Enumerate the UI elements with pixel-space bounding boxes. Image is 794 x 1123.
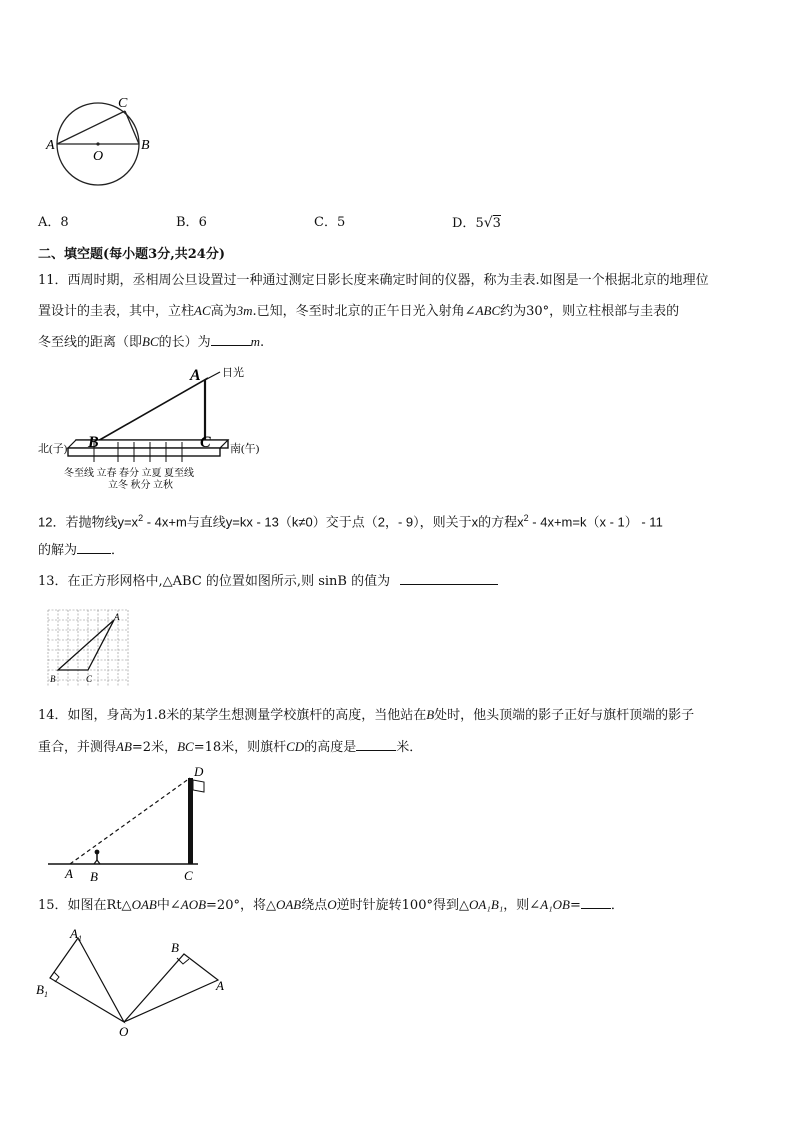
q15-oab2: OAB <box>275 897 302 912</box>
flag-label-b: B <box>90 869 98 884</box>
rot-label-b1 <box>36 982 48 999</box>
flagpole-figure <box>44 762 234 886</box>
q14-l1a: 14．如图，身高为1.8米的某学生想测量学校旗杆的高度，当他站在 <box>38 708 427 723</box>
rot-label-a1 <box>69 926 82 943</box>
chord-ac <box>57 111 125 144</box>
option-d-value: 5 <box>475 216 484 231</box>
q12-l1c: - 4x+m=k（x - 1） - 11 <box>528 514 663 530</box>
q15-g: 绕点 <box>301 898 328 913</box>
q11-l3e: . <box>260 335 265 350</box>
grid-label-a: A <box>114 612 120 622</box>
rot-label-o: O <box>119 1024 129 1039</box>
q15-n: ． <box>610 898 624 913</box>
q11-3m: 3m <box>236 303 253 318</box>
q15-oab: OAB <box>131 897 157 912</box>
q12-sup1: 2 <box>138 513 144 523</box>
label-b: B <box>141 138 150 153</box>
q11-ac: AC <box>194 303 211 318</box>
flag-label-a: A <box>65 866 73 881</box>
grid-label-b: B <box>50 674 56 684</box>
flag-label-c: C <box>184 868 193 883</box>
gnomon-label-b: B <box>88 434 99 451</box>
q15-a1ob: A₁OB <box>540 897 570 912</box>
q15-o: O <box>327 897 337 912</box>
circle-figure <box>40 92 170 192</box>
q12-l1a: 12．若抛物线y=x <box>38 514 139 530</box>
section-title: 二、填空题(每小题3分,共24分) <box>38 247 225 262</box>
q14-line1 <box>38 706 694 725</box>
flagpole <box>188 778 193 864</box>
q12-l2end: ． <box>111 543 125 558</box>
q12-sup2: 2 <box>523 513 529 523</box>
gnomon-label-a: A <box>190 367 201 384</box>
q13-answer-blank[interactable] <box>400 571 498 585</box>
q11-line2 <box>38 302 679 321</box>
triangle-oab <box>124 954 218 1022</box>
q13-text: 13．在正方形网格中,△ABC 的位置如图所示,则 sinB 的值为 <box>38 574 391 589</box>
triangle-abc <box>58 620 114 670</box>
q12-line2 <box>38 540 124 560</box>
q15-answer-blank[interactable] <box>581 895 611 909</box>
q14-l2e: =18米，则旗杆 <box>193 740 287 755</box>
q11-l2c: 高为 <box>210 304 237 319</box>
gnomon-marks-bottom: 立冬 秋分 立秋 <box>108 480 173 491</box>
gnomon-label-south: 南(午) <box>230 443 260 455</box>
option-b-value: 6 <box>198 215 207 230</box>
sight-line <box>70 778 190 864</box>
option-d-radicand: 3 <box>492 216 501 231</box>
q11-unit: m <box>250 334 261 349</box>
q14-bc: BC <box>177 739 194 754</box>
q13-line <box>38 571 498 591</box>
q14-l2c: =2米， <box>131 740 178 755</box>
grid-figure <box>44 606 134 692</box>
q11-line3 <box>38 332 264 352</box>
q11-l2e: .已知，冬至时北京的正午日光入射角∠ <box>252 304 476 319</box>
triangle-oa1b1 <box>50 938 124 1022</box>
q11-l3c: 的长）为 <box>158 335 211 350</box>
q15-aob: AOB <box>180 897 207 912</box>
q15-m: = <box>569 898 581 913</box>
label-c: C <box>118 96 128 111</box>
q12-l2: 的解为 <box>38 543 78 558</box>
q14-b: B <box>426 707 435 722</box>
rot-label-b1-main: B <box>36 982 44 997</box>
q15-a: 15．如图在Rt△ <box>38 898 132 913</box>
q11-l3a: 冬至线的距离（即 <box>38 335 143 350</box>
q14-ab: AB <box>116 739 132 754</box>
q11-answer-blank[interactable] <box>211 332 251 346</box>
rotation-figure <box>32 920 242 1044</box>
option-c-letter: C． <box>314 215 337 230</box>
chord-cb <box>125 111 139 144</box>
q12-line1 <box>38 509 663 531</box>
gnomon-figure <box>38 362 278 494</box>
rot-label-b1-sub: 1 <box>43 990 48 999</box>
person-head <box>95 850 100 855</box>
label-o: O <box>93 149 104 164</box>
option-c-value: 5 <box>336 215 346 230</box>
gnomon-label-north: 北(子) <box>38 443 68 455</box>
grid-label-c: C <box>86 674 93 684</box>
center-point <box>96 142 99 145</box>
q14-l2h: 米． <box>396 740 423 755</box>
q15-k: ，则∠ <box>503 898 541 913</box>
q14-l1c: 处时，他头顶端的影子正好与旗杆顶端的影子 <box>434 708 695 723</box>
q14-answer-blank[interactable] <box>356 737 396 751</box>
option-a-letter: A． <box>38 215 61 230</box>
q15-line <box>38 895 624 915</box>
label-a: A <box>46 138 55 153</box>
option-c <box>314 214 345 232</box>
q14-cd: CD <box>286 739 305 754</box>
flag-label-d: D <box>194 764 204 779</box>
q11-l2a: 置设计的圭表，其中，立柱 <box>38 304 195 319</box>
option-d <box>452 214 501 233</box>
option-b <box>176 214 207 232</box>
right-angle-b <box>177 958 189 964</box>
flag <box>193 780 204 792</box>
q14-line2 <box>38 737 422 757</box>
q12-answer-blank[interactable] <box>77 540 111 554</box>
q11-bc: BC <box>142 334 159 349</box>
q11-abc: ABC <box>475 303 501 318</box>
rot-label-b: B <box>171 940 179 955</box>
q14-l2g: 的高度是 <box>304 740 357 755</box>
option-b-letter: B． <box>176 215 199 230</box>
option-a <box>38 214 69 232</box>
q15-i: 逆时针旋转100°得到△ <box>336 898 469 913</box>
gnomon-label-sun: 日光 <box>222 367 244 379</box>
rot-label-a1-sub: 1 <box>77 934 82 943</box>
rot-label-a1-main: A <box>70 926 78 941</box>
gnomon-label-c: C <box>200 434 211 451</box>
q12-l1b: - 4x+m与直线y=kx - 13（k≠0）交于点（2，- 9），则关于x的方程x <box>143 514 524 530</box>
ray-extension <box>205 372 220 380</box>
q11-line1: 11．西周时期，丞相周公旦设置过一种通过测定日影长度来确定时间的仪器，称为圭表.如图是一个根据北京的地理位 <box>38 273 709 288</box>
q15-oa1b1: OA₁B₁ <box>468 897 504 912</box>
q11-l2g: 约为30°，则立柱根部与圭表的 <box>500 304 680 319</box>
q14-l2a: 重合，并测得 <box>38 740 117 755</box>
gnomon-marks-top: 冬至线 立春 春分 立夏 夏至线 <box>64 468 194 479</box>
option-a-value: 8 <box>60 215 69 230</box>
sqrt-symbol: √ <box>483 215 493 231</box>
option-d-letter: D． <box>452 216 476 231</box>
sun-ray <box>96 378 208 442</box>
q15-e: =20°，将△ <box>206 898 276 913</box>
rot-label-a: A <box>216 978 224 993</box>
q15-c: 中∠ <box>156 898 181 913</box>
